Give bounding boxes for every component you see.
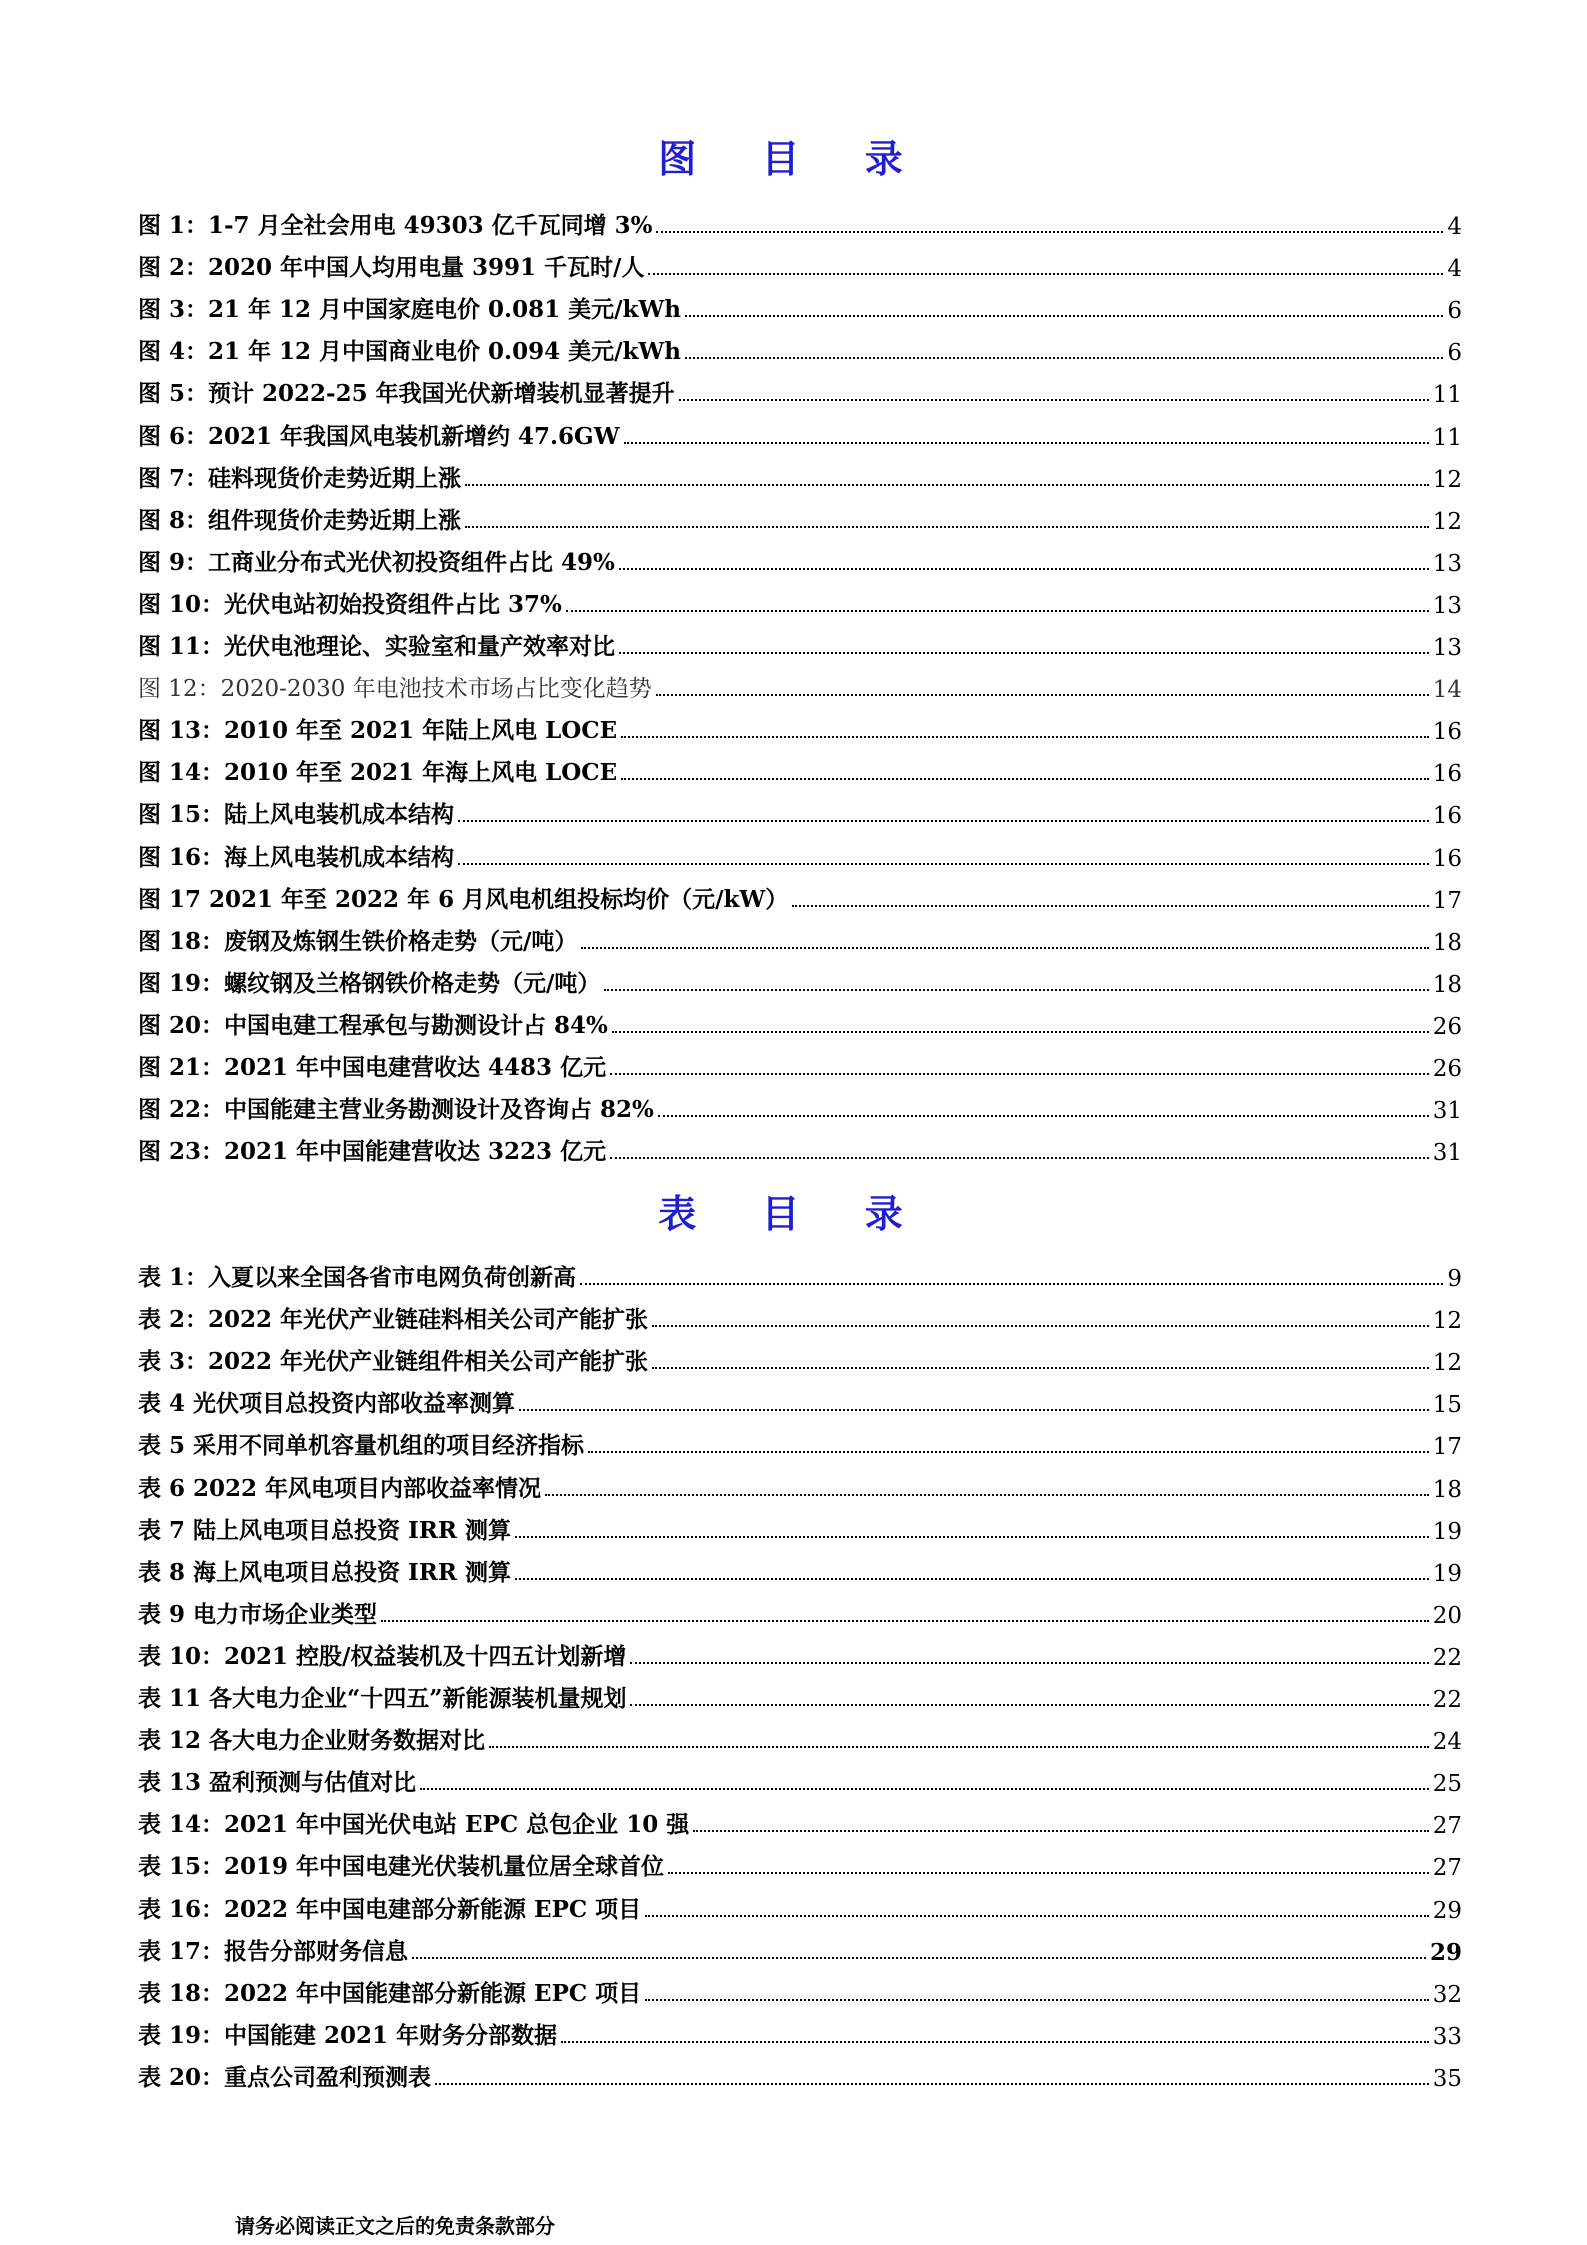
toc-entry[interactable]: 表 4 光伏项目总投资内部收益率测算 15 [138, 1390, 1462, 1419]
toc-entry[interactable]: 图 22：中国能建主营业务勘测设计及咨询占 82% 31 [138, 1096, 1462, 1125]
toc-entry[interactable]: 图 10：光伏电站初始投资组件占比 37% 13 [138, 590, 1462, 619]
toc-entry[interactable]: 图 6：2021 年我国风电装机新增约 47.6GW 11 [138, 422, 1462, 451]
toc-entry[interactable]: 表 2：2022 年光伏产业链硅料相关公司产能扩张 12 [138, 1306, 1462, 1335]
toc-entry[interactable]: 表 15：2019 年中国电建光伏装机量位居全球首位 27 [138, 1853, 1462, 1882]
figures-toc-title: 图 目 录 [658, 136, 929, 181]
toc-entry[interactable]: 图 8：组件现货价走势近期上涨 12 [138, 506, 1462, 535]
disclaimer-footer: 请务必阅读正文之后的免责条款部分 [235, 2214, 555, 2238]
toc-entry[interactable]: 图 21：2021 年中国电建营收达 4483 亿元 26 [138, 1053, 1462, 1082]
tables-toc [138, 1250, 1462, 2092]
figures-toc [138, 198, 1462, 1166]
toc-entry[interactable]: 表 18：2022 年中国能建部分新能源 EPC 项目 32 [138, 1979, 1462, 2008]
toc-entry[interactable]: 表 1：入夏以来全国各省市电网负荷创新高 9 [138, 1264, 1462, 1293]
toc-entry[interactable]: 表 14：2021 年中国光伏电站 EPC 总包企业 10 强 27 [138, 1811, 1462, 1840]
toc-entry[interactable]: 图 3：21 年 12 月中国家庭电价 0.081 美元/kWh 6 [138, 296, 1462, 325]
toc-entry[interactable]: 图 17 2021 年至 2022 年 6 月风电机组投标均价（元/kW） 17 [138, 885, 1462, 914]
toc-entry[interactable]: 图 16：海上风电装机成本结构 16 [138, 843, 1462, 872]
toc-entry[interactable]: 表 9 电力市场企业类型 20 [138, 1600, 1462, 1629]
toc-entry[interactable]: 图 12：2020-2030 年电池技术市场占比变化趋势 14 [138, 676, 1462, 704]
toc-entry[interactable]: 表 12 各大电力企业财务数据对比 24 [138, 1727, 1462, 1756]
toc-entry[interactable]: 图 18：废钢及炼钢生铁价格走势（元/吨） 18 [138, 927, 1462, 956]
toc-entry[interactable]: 图 5：预计 2022-25 年我国光伏新增装机显著提升 11 [138, 380, 1462, 409]
toc-entry[interactable]: 图 14：2010 年至 2021 年海上风电 LOCE 16 [138, 759, 1462, 788]
toc-entry[interactable]: 表 7 陆上风电项目总投资 IRR 测算 19 [138, 1516, 1462, 1545]
toc-entry[interactable]: 图 11：光伏电池理论、实验室和量产效率对比 13 [138, 633, 1462, 662]
toc-entry[interactable]: 表 20：重点公司盈利预测表 35 [138, 2063, 1462, 2092]
toc-entry[interactable]: 图 15：陆上风电装机成本结构 16 [138, 801, 1462, 830]
toc-entry[interactable]: 表 17：报告分部财务信息 29 [138, 1937, 1462, 1966]
toc-entry[interactable]: 表 5 采用不同单机容量机组的项目经济指标 17 [138, 1432, 1462, 1461]
toc-entry[interactable]: 表 10：2021 控股/权益装机及十四五计划新增 22 [138, 1642, 1462, 1671]
toc-entry[interactable]: 图 13：2010 年至 2021 年陆上风电 LOCE 16 [138, 717, 1462, 746]
toc-entry[interactable]: 表 11 各大电力企业“十四五”新能源装机量规划 22 [138, 1685, 1462, 1714]
toc-entry[interactable]: 图 23：2021 年中国能建营收达 3223 亿元 31 [138, 1138, 1462, 1167]
tables-toc-title: 表 目 录 [658, 1191, 929, 1236]
toc-entry[interactable]: 图 1：1-7 月全社会用电 49303 亿千瓦同增 3% 4 [138, 212, 1462, 241]
toc-entry[interactable]: 图 4：21 年 12 月中国商业电价 0.094 美元/kWh 6 [138, 338, 1462, 367]
toc-entry[interactable]: 图 20：中国电建工程承包与勘测设计占 84% 26 [138, 1011, 1462, 1040]
toc-entry[interactable]: 表 13 盈利预测与估值对比 25 [138, 1769, 1462, 1798]
toc-entry[interactable]: 表 16：2022 年中国电建部分新能源 EPC 项目 29 [138, 1895, 1462, 1924]
toc-entry[interactable]: 表 19：中国能建 2021 年财务分部数据 33 [138, 2021, 1462, 2050]
toc-entry[interactable]: 表 3：2022 年光伏产业链组件相关公司产能扩张 12 [138, 1348, 1462, 1377]
toc-entry[interactable]: 表 8 海上风电项目总投资 IRR 测算 19 [138, 1558, 1462, 1587]
toc-entry[interactable]: 图 2：2020 年中国人均用电量 3991 千瓦时/人 4 [138, 254, 1462, 283]
toc-entry[interactable]: 图 9：工商业分布式光伏初投资组件占比 49% 13 [138, 548, 1462, 577]
toc-entry[interactable]: 表 6 2022 年风电项目内部收益率情况 18 [138, 1474, 1462, 1503]
toc-entry[interactable]: 图 7：硅料现货价走势近期上涨 12 [138, 464, 1462, 493]
toc-entry[interactable]: 图 19：螺纹钢及兰格钢铁价格走势（元/吨） 18 [138, 969, 1462, 998]
